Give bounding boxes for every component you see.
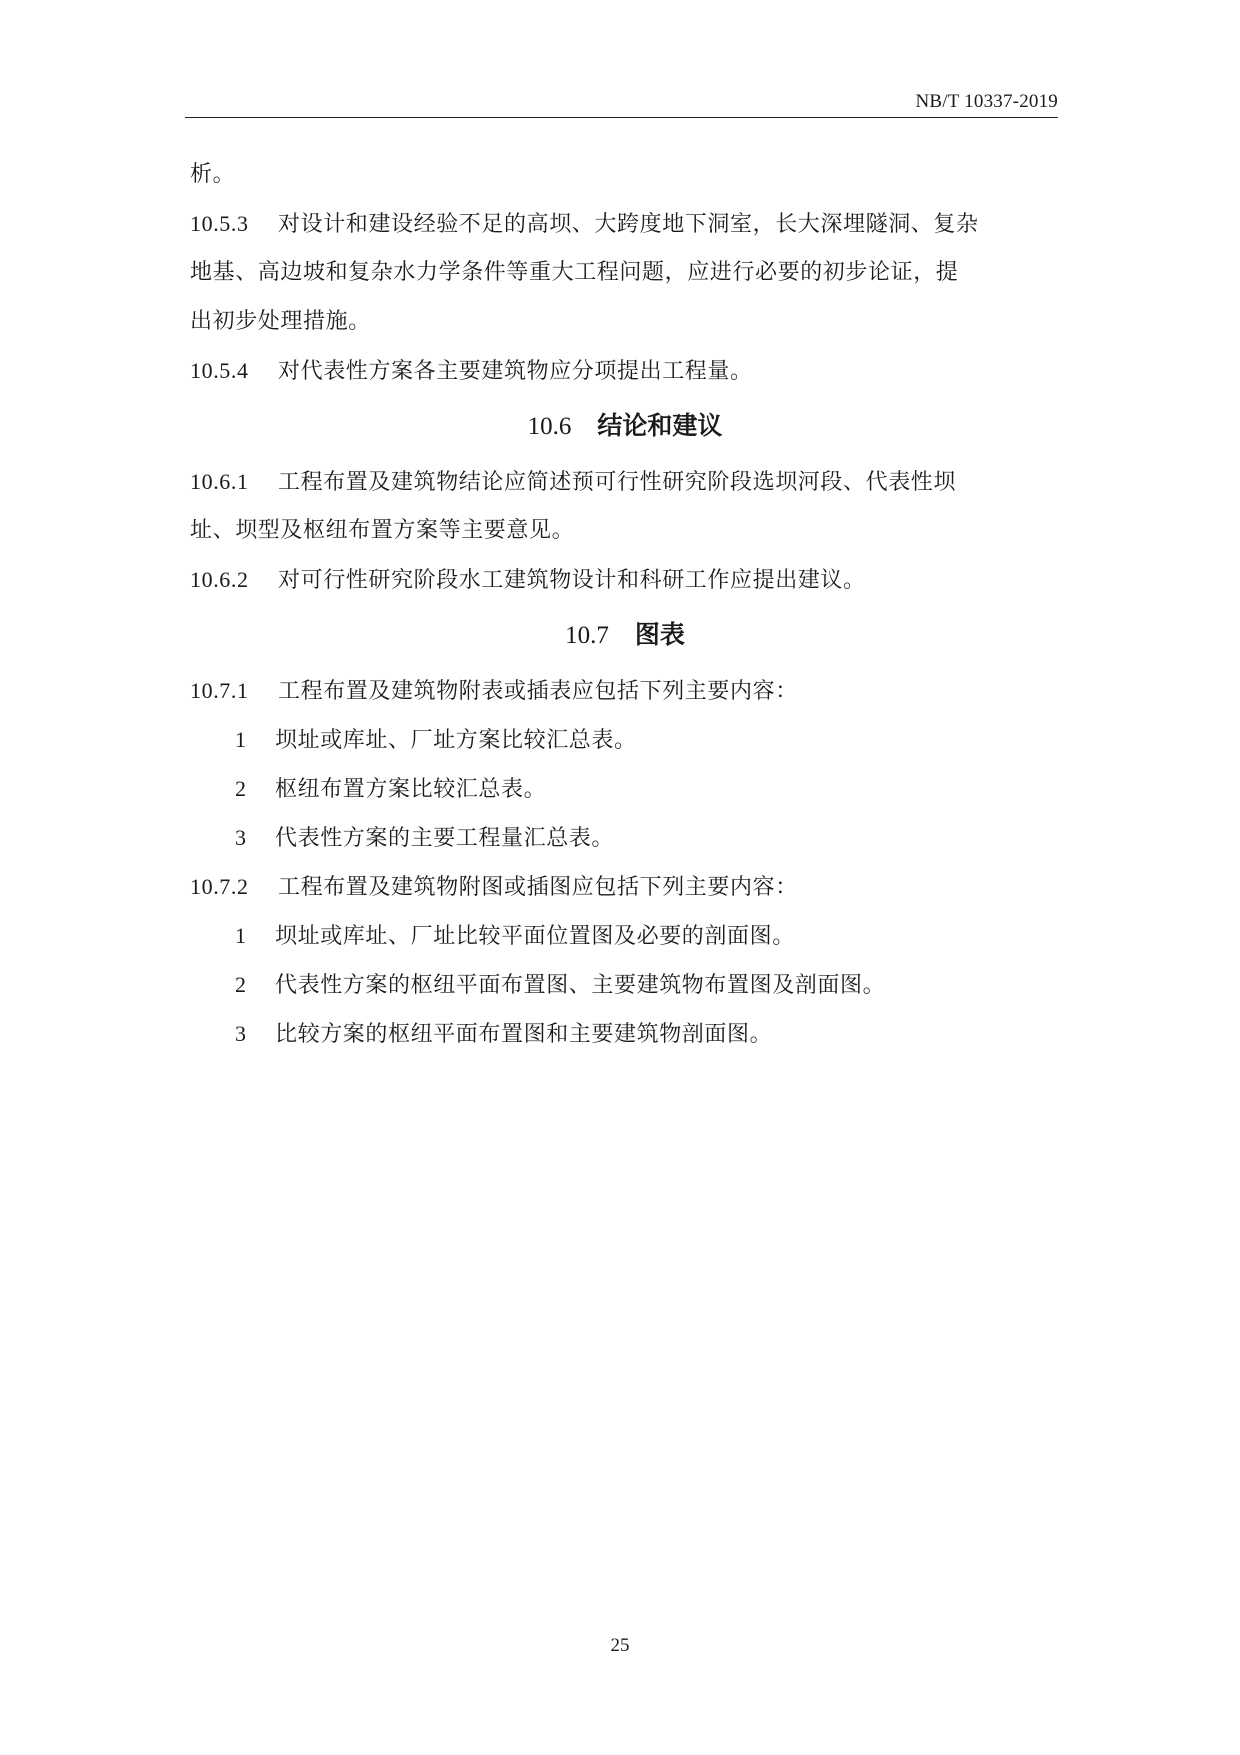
- clause-text: 工程布置及建筑物结论应简述预可行性研究阶段选坝河段、代表性坝: [278, 470, 957, 495]
- page-number: 25: [610, 1635, 630, 1656]
- clause-10-7-2: [190, 862, 1060, 911]
- item-text: 坝址或库址、厂址比较平面位置图及必要的剖面图。: [275, 924, 795, 949]
- item-number: 2: [235, 972, 247, 997]
- clause-10-6-2: [190, 555, 1060, 604]
- list-item: [190, 764, 1060, 813]
- clause-number: 10.5.4: [190, 358, 249, 383]
- document-body: [190, 150, 1060, 1058]
- section-title: 图表: [634, 620, 685, 649]
- item-text: 比较方案的枢纽平面布置图和主要建筑物剖面图。: [275, 1022, 773, 1047]
- list-item: [190, 1009, 1060, 1058]
- clause-text: 工程布置及建筑物附表或插表应包括下列主要内容：: [278, 679, 798, 704]
- item-number: 1: [235, 923, 247, 948]
- standard-code: NB/T 10337-2019: [915, 91, 1058, 112]
- list-item: [190, 960, 1060, 1009]
- item-number: 3: [235, 825, 247, 850]
- list-item: [190, 715, 1060, 764]
- item-number: 1: [235, 727, 247, 752]
- section-number: 10.6: [527, 413, 572, 440]
- clause-number: 10.7.2: [190, 874, 249, 899]
- clause-text: 对代表性方案各主要建筑物应分项提出工程量。: [278, 359, 753, 384]
- clause-number: 10.6.1: [190, 469, 249, 494]
- clause-10-5-3-line-3: 出初步处理措施。: [190, 309, 371, 334]
- clause-text: 对设计和建设经验不足的高坝、大跨度地下洞室，长大深埋隧洞、复杂: [278, 212, 979, 237]
- item-text: 坝址或库址、厂址方案比较汇总表。: [275, 728, 637, 753]
- clause-10-6-1-line-2: 址、坝型及枢纽布置方案等主要意见。: [190, 518, 575, 543]
- section-heading-10-7: [190, 604, 1060, 666]
- header-divider: [185, 117, 1058, 118]
- clause-10-6-1-line-1: [190, 457, 1060, 506]
- clause-10-5-3-line-2: 地基、高边坡和复杂水力学条件等重大工程问题，应进行必要的初步论证，提: [190, 260, 959, 285]
- clause-number: 10.5.3: [190, 211, 249, 236]
- clause-text: 工程布置及建筑物附图或插图应包括下列主要内容：: [278, 875, 798, 900]
- item-number: 3: [235, 1021, 247, 1046]
- item-text: 代表性方案的枢纽平面布置图、主要建筑物布置图及剖面图。: [275, 973, 886, 998]
- section-heading-10-6: [190, 395, 1060, 457]
- clause-number: 10.6.2: [190, 567, 249, 592]
- section-number: 10.7: [565, 622, 609, 649]
- section-title: 结论和建议: [597, 411, 723, 440]
- clause-10-7-1: [190, 666, 1060, 715]
- item-text: 代表性方案的主要工程量汇总表。: [275, 826, 615, 851]
- list-item: [190, 911, 1060, 960]
- clause-number: 10.7.1: [190, 678, 249, 703]
- item-text: 枢纽布置方案比较汇总表。: [275, 777, 547, 802]
- clause-text: 对可行性研究阶段水工建筑物设计和科研工作应提出建议。: [278, 568, 866, 593]
- list-item: [190, 813, 1060, 862]
- item-number: 2: [235, 776, 247, 801]
- clause-10-5-3-line-1: [190, 199, 1060, 248]
- clause-10-5-4: [190, 346, 1060, 395]
- continuation-text: 析。: [190, 162, 236, 187]
